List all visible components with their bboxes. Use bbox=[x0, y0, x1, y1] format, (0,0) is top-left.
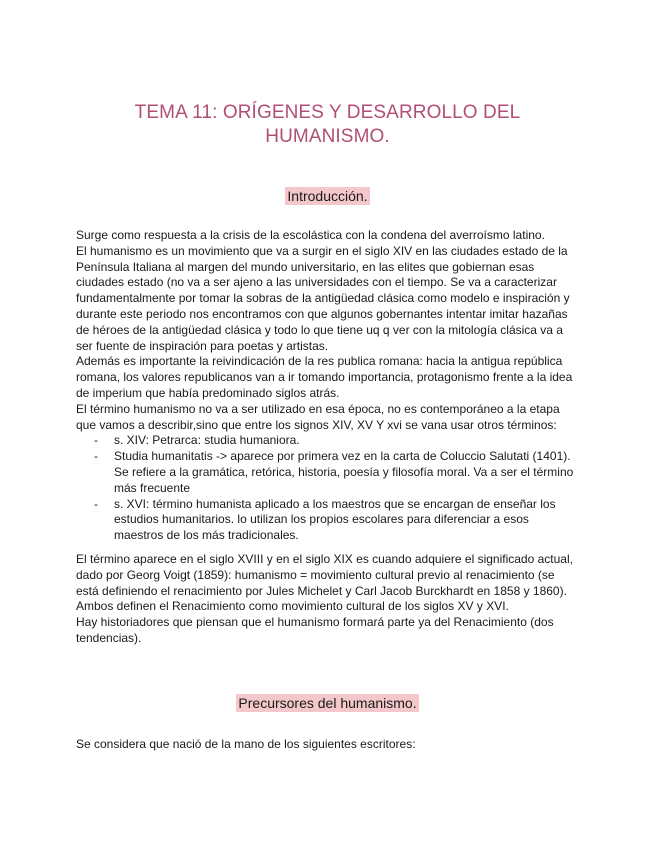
paragraph: El humanismo es un movimiento que va a surgir en el siglo XIV en las ciudades estado de la Península Italiana al margen del mundo universitario, en las elites que gobiernan esas ciudades estado (no va a ser ajeno a las universidades con el tiempo. Se va a caracterizar fundamentalmente por tomar la sobras de la antigüedad clásica como modelo e inspiración y durante este periodo nos encontramos con que algunos gobernantes intentar imitar hazañas de héroes de la antigüedad clásica y todo lo que tiene uq q ver con la mitología clásica va a ser fuente de inspiración para poetas y artistas. bbox=[76, 243, 570, 353]
section-heading-label: Precursores del humanismo. bbox=[238, 695, 417, 711]
paragraph: El término humanismo no va a ser utilizado en esa época, no es contemporáneo a la etapa que vamos a describir,sino que entre los signos XIV, XV Y xvi se vana usar otros términos: bbox=[76, 401, 560, 432]
section-heading-label: Introducción. bbox=[287, 188, 368, 204]
list-item bbox=[76, 433, 580, 449]
paragraph: Se considera que nació de la mano de los siguientes escritores: bbox=[76, 737, 416, 751]
paragraph: El término aparece en el siglo XVIII y en el siglo XIX es cuando adquiere el significado actual, dado por Georg Voigt (1859): humanismo = movimiento cultural previo al renacimiento (se está definiendo el renacimiento por Jules Michelet y Carl Jacob Burckhardt en 1858 y 1860). Ambos definen el Renacimiento como movimiento cultural de los siglos XV y XVI. bbox=[76, 552, 573, 614]
paragraph: Además es importante la reivindicación de la res publica romana: hacia la antigua república romana, los valores republicanos van a ir tomando importancia, protagonismo frente a la idea de imperium que había predominado siglos atrás. bbox=[76, 354, 573, 400]
paragraph: Surge como respuesta a la crisis de la escolástica con la condena del averroísmo latino. bbox=[76, 228, 545, 242]
bullet-dash: - bbox=[94, 496, 98, 511]
list-item-text: Studia humanitatis -> aparece por primera vez en la carta de Coluccio Salutati (1401). Se refiere a la gramática, retórica, historia, poesía y filosofía moral. Va a ser el término más frecuente bbox=[114, 449, 574, 495]
section-heading-precursores bbox=[0, 694, 655, 712]
document-title: TEMA 11: ORÍGENES Y DESARROLLO DEL HUMANISMO. bbox=[134, 102, 521, 147]
list-item-text: s. XVI: término humanista aplicado a los maestros que se encargan de enseñar los estudios humanitarios. lo utilizan los propios escolares para diferenciar a esos maestros de los más tradicionales. bbox=[114, 496, 556, 543]
introduccion-closing bbox=[76, 552, 580, 647]
introduccion-body bbox=[76, 228, 580, 544]
section-heading-introduccion bbox=[0, 187, 655, 205]
paragraph: Hay historiadores que piensan que el humanismo formará parte ya del Renacimiento (dos tendencias). bbox=[76, 615, 554, 645]
list-item-text: s. XIV: Petrarca: studia humaniora. bbox=[114, 433, 300, 448]
list-item bbox=[76, 497, 580, 544]
bullet-dash: - bbox=[94, 433, 98, 448]
bullet-dash: - bbox=[94, 449, 98, 464]
list-item bbox=[76, 449, 580, 496]
terms-list bbox=[76, 433, 580, 544]
precursores-body bbox=[76, 737, 580, 753]
